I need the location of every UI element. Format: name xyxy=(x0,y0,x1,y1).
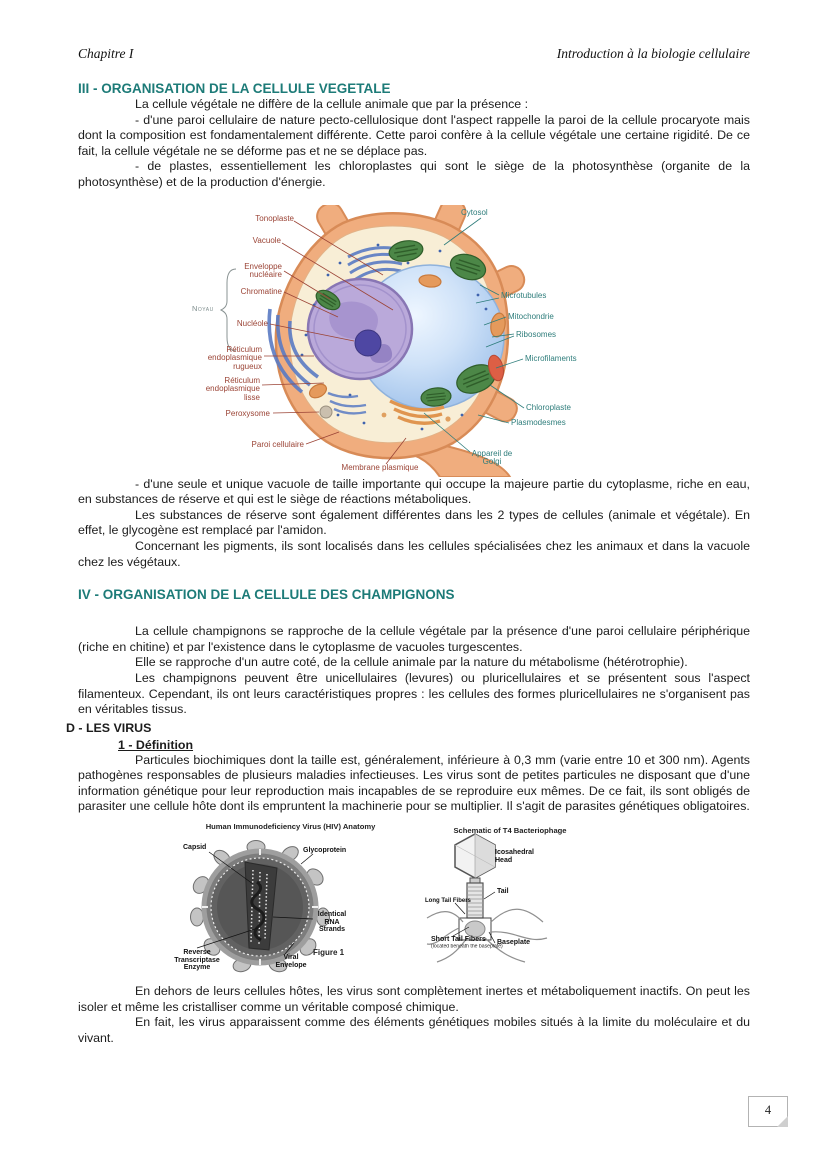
hiv-figure-caption: Figure 1 xyxy=(313,948,345,958)
cell-label-plasmodesmes: Plasmodesmes xyxy=(511,417,566,427)
paragraph: Elle se rapproche d'un autre coté, de la cellule animale par la nature du métabolisme (hétérotrophie). xyxy=(135,655,688,670)
paragraph: - de plastes, essentiellement les chloroplastes qui sont le siège de la photosynthèse (organite de la photosynthèse) et de la production d'énergie. xyxy=(78,159,750,189)
paragraph: Les substances de réserve sont également différentes dans les 2 types de cellules (animale et végétale). En effet, le glycogène est remplacé par l'amidon. xyxy=(78,507,750,538)
header-course-title: Introduction à la biologie cellulaire xyxy=(556,46,750,61)
section-d-heading: D - LES VIRUS xyxy=(66,720,152,735)
hiv-figure-title: Human Immunodeficiency Virus (HIV) Anatomy xyxy=(205,822,376,832)
t4-figure-title: Schematic of T4 Bacteriophage xyxy=(453,826,567,836)
hiv-label-glycoprotein: Glycoprotein xyxy=(303,847,347,855)
hiv-label-reverse-transcriptase: Reverse Transcriptase Enzyme xyxy=(174,949,220,972)
cell-label-peroxysome: Peroxysome xyxy=(225,408,270,418)
page-number-box xyxy=(748,1096,788,1127)
cell-label-cytosol: Cytosol xyxy=(461,207,488,217)
cell-label-re-lisse: Réticulum endoplasmique lisse xyxy=(205,375,260,402)
cell-label-chromatine: Chromatine xyxy=(240,286,282,296)
t4-label-short-tail-fibers: Short Tail Fibers xyxy=(431,936,486,944)
paragraph: En dehors de leurs cellules hôtes, les virus sont complètement inertes et métaboliquement inactifs. On peut les isoler et même les cristalliser comme un véritable composé chimique. xyxy=(78,984,750,1014)
paragraph: Les champignons peuvent être unicellulaires (levures) ou pluricellulaires et se présentent sous l'aspect filamenteux. Cependant, ils ont leurs caractéristiques propres : les cellules des formes pluricellulaires ne s'organisent pas en véritables tissus. xyxy=(78,670,750,717)
cell-label-enveloppe-nucleaire: Enveloppe nucléaire xyxy=(244,261,282,280)
cell-label-microfilaments: Microfilaments xyxy=(525,353,577,363)
section-iii-heading: III - ORGANISATION DE LA CELLULE VEGETALE xyxy=(78,81,391,96)
paragraph: La cellule champignons se rapproche de la cellule végétale par la présence d'une paroi cellulaire périphérique (riche en chitine) et par l'existence dans le cytoplasme de vacuoles turgescentes. xyxy=(78,624,750,654)
paragraph: - d'une seule et unique vacuole de taille importante qui occupe la majeure partie du cytoplasme, riche en eau, en substances de réserve et qui est le siège de réactions métaboliques. xyxy=(78,476,750,507)
cell-label-re-rugueux: Réticulum endoplasmique rugueux xyxy=(207,344,262,371)
paragraph: Concernant les pigments, ils sont localisés dans les cellules spécialisées chez les animaux et dans la vacuole chez les végétaux. xyxy=(78,538,750,569)
hiv-figure xyxy=(165,822,420,984)
paragraph: - d'une paroi cellulaire de nature pecto-cellulosique dont l'aspect rappelle la paroi de la cellule procaryote mais dont la composition est fondamentalement différente. Cette paroi confère à la cellule végétale une certaine rigidité. De ce fait, la cellule végétale ne se déforme pas et ne se déplace pas. xyxy=(78,112,750,158)
cell-label-ribosomes: Ribosomes xyxy=(516,329,557,339)
t4-label-head: Icosahedral Head xyxy=(495,849,534,864)
cell-label-paroi-cellulaire: Paroi cellulaire xyxy=(251,439,304,449)
cell-label-microtubules: Microtubules xyxy=(501,290,547,300)
cell-label-appareil-golgi: Appareil de Golgi xyxy=(471,448,513,467)
definition-subheading: 1 - Définition xyxy=(118,737,194,752)
hiv-label-viral-envelope: Viral Envelope xyxy=(275,954,307,969)
t4-label-short-tail-note: (located beneath the baseplate) xyxy=(431,944,503,950)
hiv-label-rna: Identical RNA Strands xyxy=(317,911,347,934)
page-corner-fold xyxy=(777,1116,788,1127)
section-iv-heading: IV - ORGANISATION DE LA CELLULE DES CHAMPIGNONS xyxy=(78,587,455,603)
paragraph: La cellule végétale ne diffère de la cellule animale que par la présence : xyxy=(135,97,529,111)
cell-label-noyau: Noyau xyxy=(192,303,214,313)
cell-label-tonoplaste: Tonoplaste xyxy=(255,213,294,223)
plant-cell-figure xyxy=(178,205,618,477)
cell-label-mitochondrie: Mitochondrie xyxy=(508,311,554,321)
header-chapter: Chapitre I xyxy=(78,46,134,61)
paragraph: Particules biochimiques dont la taille est, généralement, inférieure à 0,3 mm (varie entre 10 et 300 nm). Agents pathogènes responsables de plusieurs maladies infectieuses. Les virus sont de petites particules ne disposant que d'une information génétique pour leur reproduction mais incapables de se reproduire eux mêmes. De ce fait, ils sont obligés de parasiter une cellule hôte dont ils empruntent la machinerie pour se multiplier. Il s'agit de parasites génétiques obligatoires. xyxy=(78,752,750,814)
t4-label-tail: Tail xyxy=(497,888,509,896)
t4-label-long-tail-fibers: Long Tail Fibers xyxy=(425,898,471,905)
cell-label-vacuole: Vacuole xyxy=(252,235,281,245)
cell-label-chloroplaste: Chloroplaste xyxy=(526,402,571,412)
page-header xyxy=(78,46,750,62)
t4-label-baseplate: Baseplate xyxy=(497,939,531,947)
cell-label-membrane-plasmique: Membrane plasmique xyxy=(341,462,419,472)
cell-label-nucleole: Nucléole xyxy=(236,318,268,328)
virus-figures-row xyxy=(78,822,750,984)
plant-cell-illustration xyxy=(178,205,618,477)
paragraph: En fait, les virus apparaissent comme des éléments génétiques mobiles situés à la limite du moléculaire et du vivant. xyxy=(78,1015,750,1045)
t4-figure xyxy=(425,822,665,977)
hiv-label-capsid: Capsid xyxy=(183,844,207,852)
page-number: 4 xyxy=(764,1103,772,1117)
